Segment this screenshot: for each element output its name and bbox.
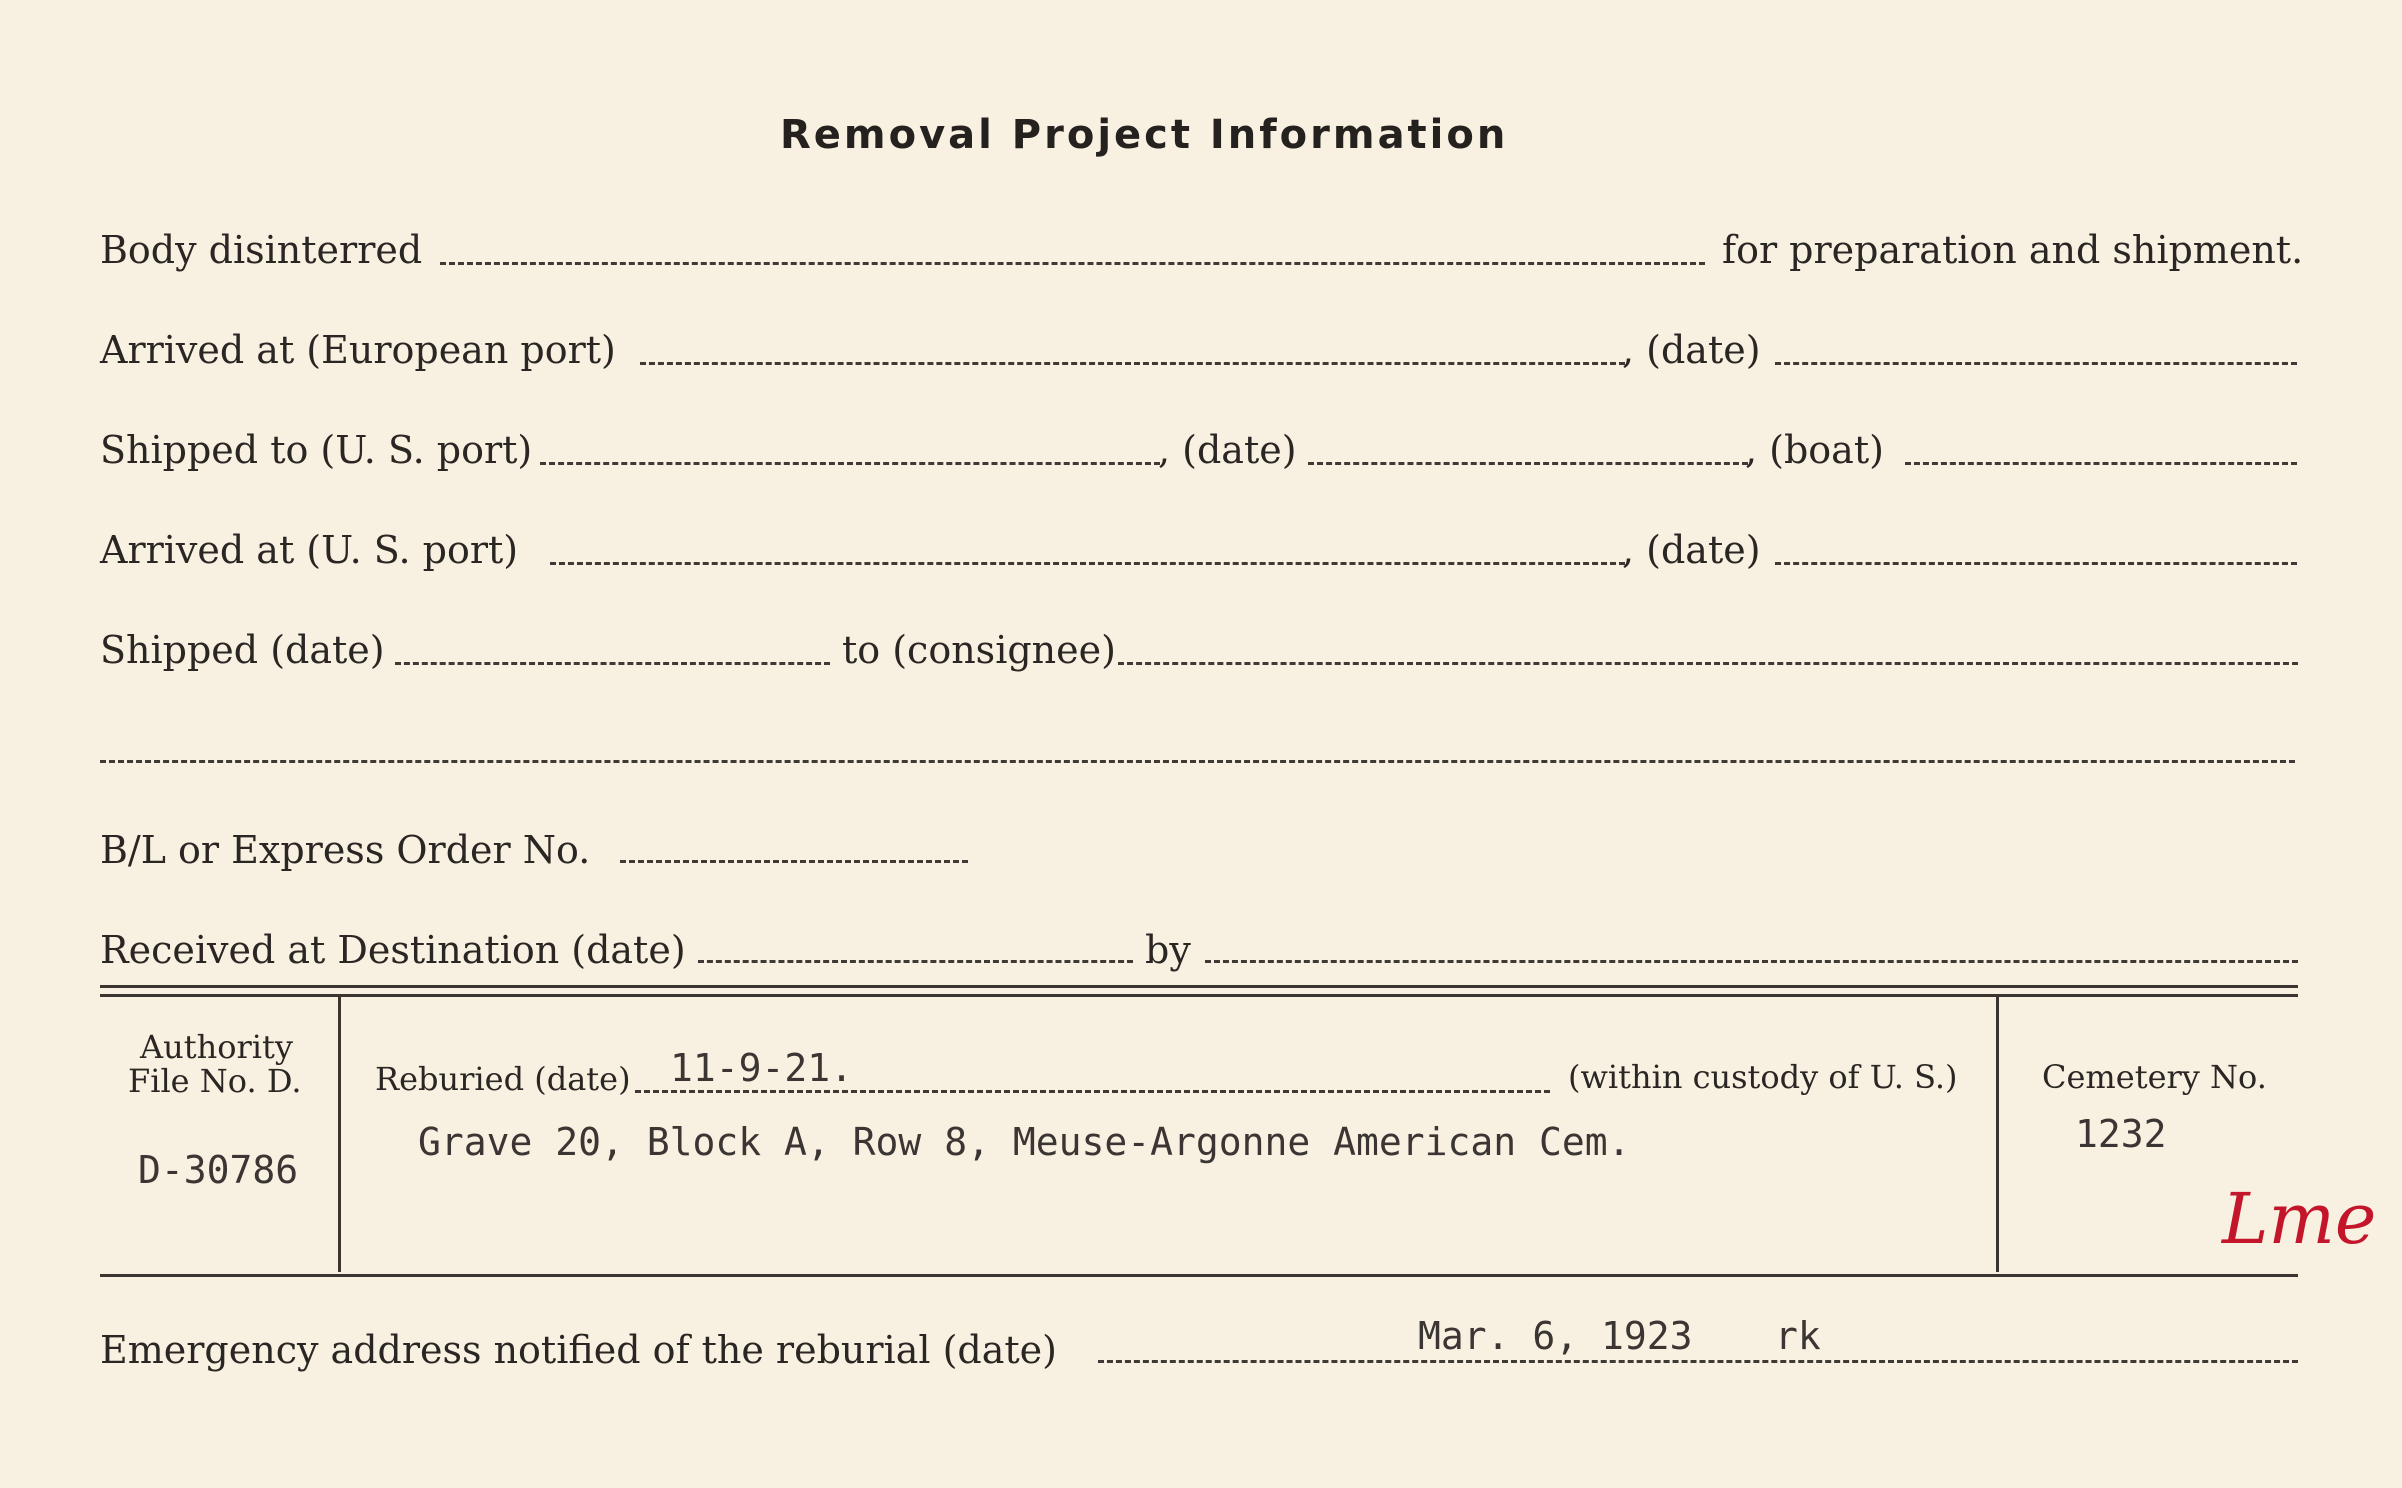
file-number: D-30786 xyxy=(138,1148,299,1192)
file-no-label: File No. D. xyxy=(128,1062,302,1100)
shipped-date-label: Shipped (date) xyxy=(100,628,385,672)
emergency-date-field[interactable] xyxy=(1098,1360,2298,1363)
grave-location: Grave 20, Block A, Row 8, Meuse-Argonne American Cem. xyxy=(418,1120,1631,1164)
cemetery-label: Cemetery No. xyxy=(2042,1058,2267,1096)
body-disinterred-label: Body disinterred xyxy=(100,228,423,272)
received-by-label: by xyxy=(1145,928,1191,972)
shipment-suffix: for preparation and shipment. xyxy=(1722,228,2304,272)
cemetery-divider xyxy=(1996,997,1999,1272)
received-date-field[interactable] xyxy=(698,960,1133,963)
boat-label: , (boat) xyxy=(1745,428,1884,472)
double-rule-top xyxy=(100,985,2298,988)
shipped-us-label: Shipped to (U. S. port) xyxy=(100,428,533,472)
emergency-date: Mar. 6, 1923 xyxy=(1418,1314,1693,1358)
body-disinterred-field[interactable] xyxy=(440,262,1705,265)
bl-order-field[interactable] xyxy=(620,860,968,863)
shipped-us-date-label: , (date) xyxy=(1158,428,1297,472)
arrived-us-label: Arrived at (U. S. port) xyxy=(100,528,519,572)
inspector-signature: Lme xyxy=(2222,1178,2377,1260)
clerk-initials: rk xyxy=(1775,1314,1821,1358)
shipped-date-field[interactable] xyxy=(395,662,830,665)
arrived-european-date-label: , (date) xyxy=(1622,328,1761,372)
authority-label: Authority xyxy=(140,1028,293,1066)
arrived-european-label: Arrived at (European port) xyxy=(100,328,616,372)
emergency-label: Emergency address notified of the reburial (date) xyxy=(100,1328,1057,1372)
shipped-us-date-field[interactable] xyxy=(1308,462,1748,465)
boat-field[interactable] xyxy=(1905,462,2297,465)
arrived-us-date-label: , (date) xyxy=(1622,528,1761,572)
bl-order-label: B/L or Express Order No. xyxy=(100,828,591,872)
reburied-label: Reburied (date) xyxy=(375,1060,631,1098)
reburied-date: 11-9-21. xyxy=(670,1046,854,1090)
box-bottom-rule xyxy=(100,1274,2298,1277)
reburied-date-field[interactable] xyxy=(635,1090,1550,1093)
us-port-field[interactable] xyxy=(540,462,1160,465)
consignee-label: to (consignee) xyxy=(842,628,1116,672)
arrived-us-date-field[interactable] xyxy=(1775,562,2297,565)
european-port-field[interactable] xyxy=(640,362,1625,365)
custody-label: (within custody of U. S.) xyxy=(1568,1058,1958,1096)
received-label: Received at Destination (date) xyxy=(100,928,686,972)
double-rule-bottom xyxy=(100,994,2298,997)
consignee-continuation-field[interactable] xyxy=(100,760,2295,763)
received-by-field[interactable] xyxy=(1205,960,2298,963)
consignee-field[interactable] xyxy=(1118,662,2298,665)
arrived-european-date-field[interactable] xyxy=(1775,362,2297,365)
page-title: Removal Project Information xyxy=(780,112,1509,158)
authority-divider xyxy=(338,997,341,1272)
arrived-us-port-field[interactable] xyxy=(550,562,1625,565)
cemetery-number: 1232 xyxy=(2075,1112,2167,1156)
